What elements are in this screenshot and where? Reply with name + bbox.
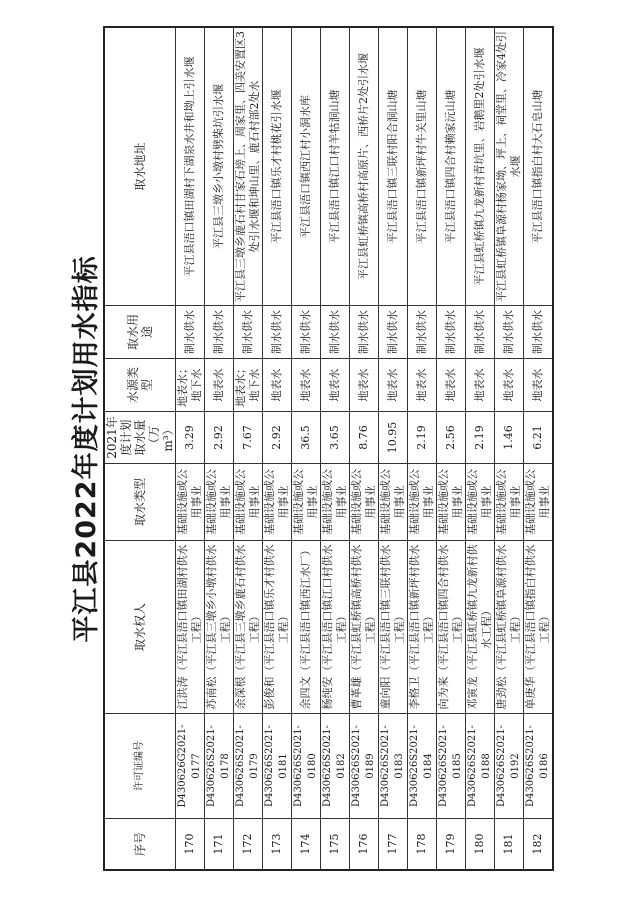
cell-source: 地表水 bbox=[495, 359, 524, 412]
cell-address: 平江县浯口镇乐才村桃花引水堰 bbox=[263, 27, 292, 306]
cell-amount: 2.92 bbox=[205, 412, 234, 464]
cell-use: 制水供水 bbox=[205, 306, 234, 359]
table-row bbox=[408, 27, 437, 870]
table-row bbox=[292, 27, 321, 870]
cell-license: D430626G2021-0177 bbox=[176, 714, 205, 819]
cell-type: 基础设施或公用事业 bbox=[350, 464, 379, 541]
cell-seq: 170 bbox=[176, 819, 205, 871]
cell-use: 制水供水 bbox=[495, 306, 524, 359]
cell-seq: 171 bbox=[205, 819, 234, 871]
table-row bbox=[379, 27, 408, 870]
cell-type: 基础设施或公用事业 bbox=[292, 464, 321, 541]
cell-amount: 3.65 bbox=[321, 412, 350, 464]
cell-use: 制水供水 bbox=[379, 306, 408, 359]
cell-license: D430626S2021-0178 bbox=[205, 714, 234, 819]
cell-holder: 唐劲松（平江县虹桥镇阜源村供水工程） bbox=[495, 541, 524, 714]
cell-amount: 2.56 bbox=[437, 412, 466, 464]
cell-address: 平江县三墩乡小墩村劈柴坑引水堰 bbox=[205, 27, 234, 306]
cell-use: 制水供水 bbox=[437, 306, 466, 359]
cell-type: 基础设施或公用事业 bbox=[176, 464, 205, 541]
cell-source: 地表水 bbox=[408, 359, 437, 412]
cell-address: 平江县浯口镇指白村大石皂山塘 bbox=[524, 27, 554, 306]
cell-seq: 175 bbox=[321, 819, 350, 871]
cell-license: D430626S2021-0188 bbox=[466, 714, 495, 819]
cell-source: 地表水 bbox=[466, 359, 495, 412]
table-row bbox=[176, 27, 205, 870]
header-source: 水源类型 bbox=[104, 359, 176, 412]
cell-use: 制水供水 bbox=[292, 306, 321, 359]
cell-holder: 余四文（平江县浯口镇西江水厂） bbox=[292, 541, 321, 714]
cell-type: 基础设施或公用事业 bbox=[263, 464, 292, 541]
cell-source: 地表水 bbox=[205, 359, 234, 412]
cell-type: 基础设施或公用事业 bbox=[437, 464, 466, 541]
cell-address: 平江县浯口镇新坪村牛关里山塘 bbox=[408, 27, 437, 306]
cell-holder: 邓寅龙（平江县虹桥镇九龙新村供水工程） bbox=[466, 541, 495, 714]
table-row bbox=[524, 27, 554, 870]
cell-holder: 苏南松（平江县三墩乡小墩村供水工程） bbox=[205, 541, 234, 714]
cell-seq: 179 bbox=[437, 819, 466, 871]
cell-amount: 2.19 bbox=[408, 412, 437, 464]
cell-source: 地表水；地下水 bbox=[176, 359, 205, 412]
cell-source: 地表水 bbox=[437, 359, 466, 412]
cell-type: 基础设施或公用事业 bbox=[408, 464, 437, 541]
cell-seq: 172 bbox=[234, 819, 263, 871]
header-type: 取水类型 bbox=[104, 464, 176, 541]
cell-license: D430626S2021-0192 bbox=[495, 714, 524, 819]
page-title: 平江县2022年度计划用水指标 bbox=[71, 255, 102, 643]
header-holder: 取水权人 bbox=[104, 541, 176, 714]
cell-source: 地表水；地下水 bbox=[234, 359, 263, 412]
cell-amount: 10.95 bbox=[379, 412, 408, 464]
header-license: 许可证编号 bbox=[104, 714, 176, 819]
cell-use: 制水供水 bbox=[263, 306, 292, 359]
table-row bbox=[495, 27, 524, 870]
cell-source: 地表水 bbox=[350, 359, 379, 412]
cell-use: 制水供水 bbox=[408, 306, 437, 359]
cell-amount: 6.21 bbox=[524, 412, 554, 464]
cell-license: D430626S2021-0183 bbox=[379, 714, 408, 819]
cell-address: 平江县虹桥镇高桥村高原片、西桥片2处引水堰 bbox=[350, 27, 379, 306]
cell-holder: 曹革雄（平江县虹桥镇高桥村供水工程） bbox=[350, 541, 379, 714]
cell-amount: 36.5 bbox=[292, 412, 321, 464]
table-row bbox=[321, 27, 350, 870]
cell-license: D430626S2021-0189 bbox=[350, 714, 379, 819]
cell-holder: 童向阳（平江县浯口镇三联村供水工程） bbox=[379, 541, 408, 714]
header-amount: 2021年度计划取水量（万m³） bbox=[104, 412, 176, 464]
cell-seq: 173 bbox=[263, 819, 292, 871]
cell-holder: 单庚华（平江县浯口镇指白村供水工程） bbox=[524, 541, 554, 714]
cell-holder: 向为来（平江县浯口镇四合村供水工程） bbox=[437, 541, 466, 714]
table-row bbox=[205, 27, 234, 870]
cell-address: 平江县浯口镇西江村小洞水库 bbox=[292, 27, 321, 306]
cell-source: 地表水 bbox=[379, 359, 408, 412]
cell-holder: 彭俊和（平江县浯口镇乐才村供水工程） bbox=[263, 541, 292, 714]
cell-license: D430626S2021-0180 bbox=[292, 714, 321, 819]
table-row bbox=[350, 27, 379, 870]
cell-license: D430626S2021-0184 bbox=[408, 714, 437, 819]
cell-use: 制水供水 bbox=[524, 306, 554, 359]
cell-address: 平江县三墩乡鹿石村甘家石塝上、周家里、四美安置区3处引水堰和坤山里、鹿石村部2处水 bbox=[234, 27, 263, 306]
cell-seq: 182 bbox=[524, 819, 554, 871]
cell-seq: 178 bbox=[408, 819, 437, 871]
cell-seq: 181 bbox=[495, 819, 524, 871]
cell-use: 制水供水 bbox=[466, 306, 495, 359]
water-quota-table bbox=[103, 26, 554, 871]
table-header-row bbox=[104, 27, 176, 870]
cell-type: 基础设施或公用事业 bbox=[495, 464, 524, 541]
cell-address: 平江县浯口镇三联村阳合洞山塘 bbox=[379, 27, 408, 306]
table-row bbox=[437, 27, 466, 870]
cell-amount: 2.19 bbox=[466, 412, 495, 464]
cell-address: 平江县虹桥镇阜源村杨家坳、坪上、祠堂里、冷家4处引水堰 bbox=[495, 27, 524, 306]
cell-amount: 2.92 bbox=[263, 412, 292, 464]
cell-type: 基础设施或公用事业 bbox=[379, 464, 408, 541]
cell-source: 地表水 bbox=[524, 359, 554, 412]
cell-amount: 3.29 bbox=[176, 412, 205, 464]
cell-license: D430626S2021-0181 bbox=[263, 714, 292, 819]
cell-license: D430626S2021-0182 bbox=[321, 714, 350, 819]
cell-license: D430626S2021-0186 bbox=[524, 714, 554, 819]
cell-address: 平江县浯口镇四合村赖家沅山塘 bbox=[437, 27, 466, 306]
cell-use: 制水供水 bbox=[234, 306, 263, 359]
cell-license: D430626S2021-0185 bbox=[437, 714, 466, 819]
header-address: 取水地址 bbox=[104, 27, 176, 306]
cell-type: 基础设施或公用事业 bbox=[321, 464, 350, 541]
header-seq: 序号 bbox=[104, 819, 176, 871]
cell-seq: 174 bbox=[292, 819, 321, 871]
cell-holder: 杨纯安（平江县浯口镇江口村供水工程） bbox=[321, 541, 350, 714]
cell-amount: 1.46 bbox=[495, 412, 524, 464]
cell-amount: 8.76 bbox=[350, 412, 379, 464]
table-row bbox=[466, 27, 495, 870]
cell-use: 制水供水 bbox=[176, 306, 205, 359]
cell-address: 平江县浯口镇田湖村下湖泉水井和坳上引水堰 bbox=[176, 27, 205, 306]
table-row bbox=[263, 27, 292, 870]
header-use: 取水用途 bbox=[104, 306, 176, 359]
cell-seq: 177 bbox=[379, 819, 408, 871]
cell-use: 制水供水 bbox=[321, 306, 350, 359]
cell-amount: 7.67 bbox=[234, 412, 263, 464]
cell-holder: 江洪涛（平江县浯口镇田湖村供水工程） bbox=[176, 541, 205, 714]
cell-type: 基础设施或公用事业 bbox=[234, 464, 263, 541]
cell-seq: 180 bbox=[466, 819, 495, 871]
cell-source: 地表水 bbox=[263, 359, 292, 412]
cell-type: 基础设施或公用事业 bbox=[205, 464, 234, 541]
cell-seq: 176 bbox=[350, 819, 379, 871]
cell-use: 制水供水 bbox=[350, 306, 379, 359]
cell-source: 地表水 bbox=[321, 359, 350, 412]
cell-type: 基础设施或公用事业 bbox=[466, 464, 495, 541]
cell-address: 平江县浯口镇江口村羊牯洞山塘 bbox=[321, 27, 350, 306]
cell-license: D430626S2021-0179 bbox=[234, 714, 263, 819]
table-row bbox=[234, 27, 263, 870]
cell-type: 基础设施或公用事业 bbox=[524, 464, 554, 541]
cell-source: 地表水 bbox=[292, 359, 321, 412]
cell-address: 平江县虹桥镇九龙新村青坑里、岩鹅里2处引水堰 bbox=[466, 27, 495, 306]
cell-holder: 余深根（平江县三墩乡鹿石村供水工程） bbox=[234, 541, 263, 714]
cell-holder: 李格卫（平江县浯口镇新坪村供水工程） bbox=[408, 541, 437, 714]
